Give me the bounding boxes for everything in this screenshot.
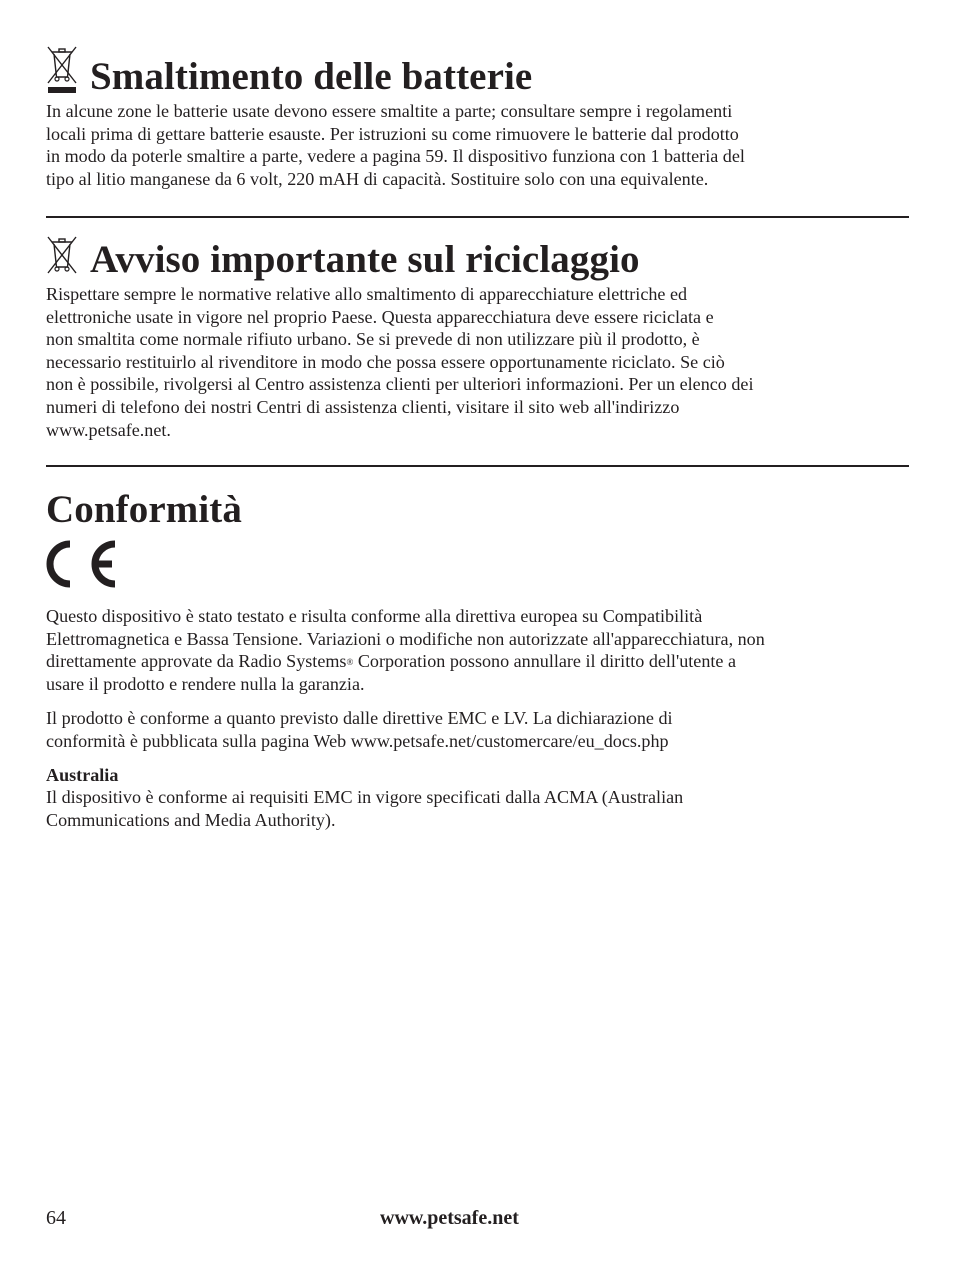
- declaration-text: [46, 707, 912, 752]
- text-fragment: direttamente approvate da Radio Systems: [46, 651, 347, 672]
- text-line: Il dispositivo è conforme ai requisiti EMC in vigore specificati dalla ACMA (Australian: [46, 787, 684, 807]
- text-line: non smaltita come normale rifiuto urbano. Se si prevede di non utilizzare più il prodotto, è: [46, 329, 700, 350]
- text-line: locali prima di gettare batterie esauste. Per istruzioni su come rimuovere le batterie dal prodotto: [46, 123, 739, 144]
- text-line: elettroniche usate in vigore nel proprio Paese. Questa apparecchiatura deve essere riciclata e: [46, 306, 714, 327]
- conformity-title: Conformità: [46, 488, 242, 531]
- crossed-bin-battery-icon: [46, 44, 80, 92]
- conformity-heading: [46, 490, 242, 529]
- text-line: Communications and Media Authority).: [46, 809, 336, 830]
- text-line: Rispettare sempre le normative relative allo smaltimento di apparecchiature elettriche ed: [46, 284, 688, 304]
- text-line: www.petsafe.net.: [46, 419, 171, 440]
- registered-mark: ®: [346, 657, 354, 668]
- footer-website: www.petsafe.net: [380, 1207, 519, 1229]
- text-line: in modo da poterle smaltire a parte, vedere a pagina 59. Il dispositivo funziona con 1 batteria del: [46, 146, 745, 167]
- ce-mark-icon: [44, 538, 120, 590]
- text-line: conformità è pubblicata sulla pagina Web www.petsafe.net/customercare/eu_docs.php: [46, 730, 669, 751]
- section-divider: [46, 216, 909, 218]
- recycling-text: [46, 283, 912, 441]
- battery-disposal-title: Smaltimento delle batterie: [90, 55, 533, 98]
- australia-text: [46, 786, 912, 831]
- text-line: [46, 650, 912, 673]
- text-fragment: Corporation possono annullare il diritto dell'utente a: [353, 651, 736, 672]
- crossed-bin-icon: [46, 234, 80, 274]
- section-divider: [46, 465, 909, 467]
- text-line: tipo al litio manganese da 6 volt, 220 mAH di capacità. Sostituire solo con una equivalente.: [46, 168, 709, 189]
- text-line: Elettromagnetica e Bassa Tensione. Variazioni o modifiche non autorizzate all'apparecchiatura, non: [46, 628, 765, 649]
- text-line: In alcune zone le batterie usate devono essere smaltite a parte; consultare sempre i regolamenti: [46, 101, 733, 121]
- battery-disposal-text: [46, 100, 912, 190]
- battery-disposal-heading: [46, 44, 533, 98]
- text-line: Questo dispositivo è stato testato e risulta conforme alla direttiva europea su Compatibilità: [46, 606, 703, 626]
- text-line: usare il prodotto e rendere nulla la garanzia.: [46, 673, 365, 694]
- recycling-title: Avviso importante sul riciclaggio: [90, 238, 640, 281]
- conformity-text: [46, 605, 912, 695]
- australia-heading: Australia: [46, 765, 119, 785]
- recycling-heading: [46, 234, 640, 281]
- text-line: numeri di telefono dei nostri Centri di assistenza clienti, visitare il sito web all'indirizzo: [46, 396, 680, 417]
- page-number: 64: [46, 1207, 66, 1229]
- text-line: non è possibile, rivolgersi al Centro assistenza clienti per ulteriori informazioni. Per un elenco dei: [46, 374, 754, 395]
- text-line: Il prodotto è conforme a quanto previsto dalle direttive EMC e LV. La dichiarazione di: [46, 708, 673, 728]
- text-line: necessario restituirlo al rivenditore in modo che possa essere opportunamente riciclato. Se ciò: [46, 351, 725, 372]
